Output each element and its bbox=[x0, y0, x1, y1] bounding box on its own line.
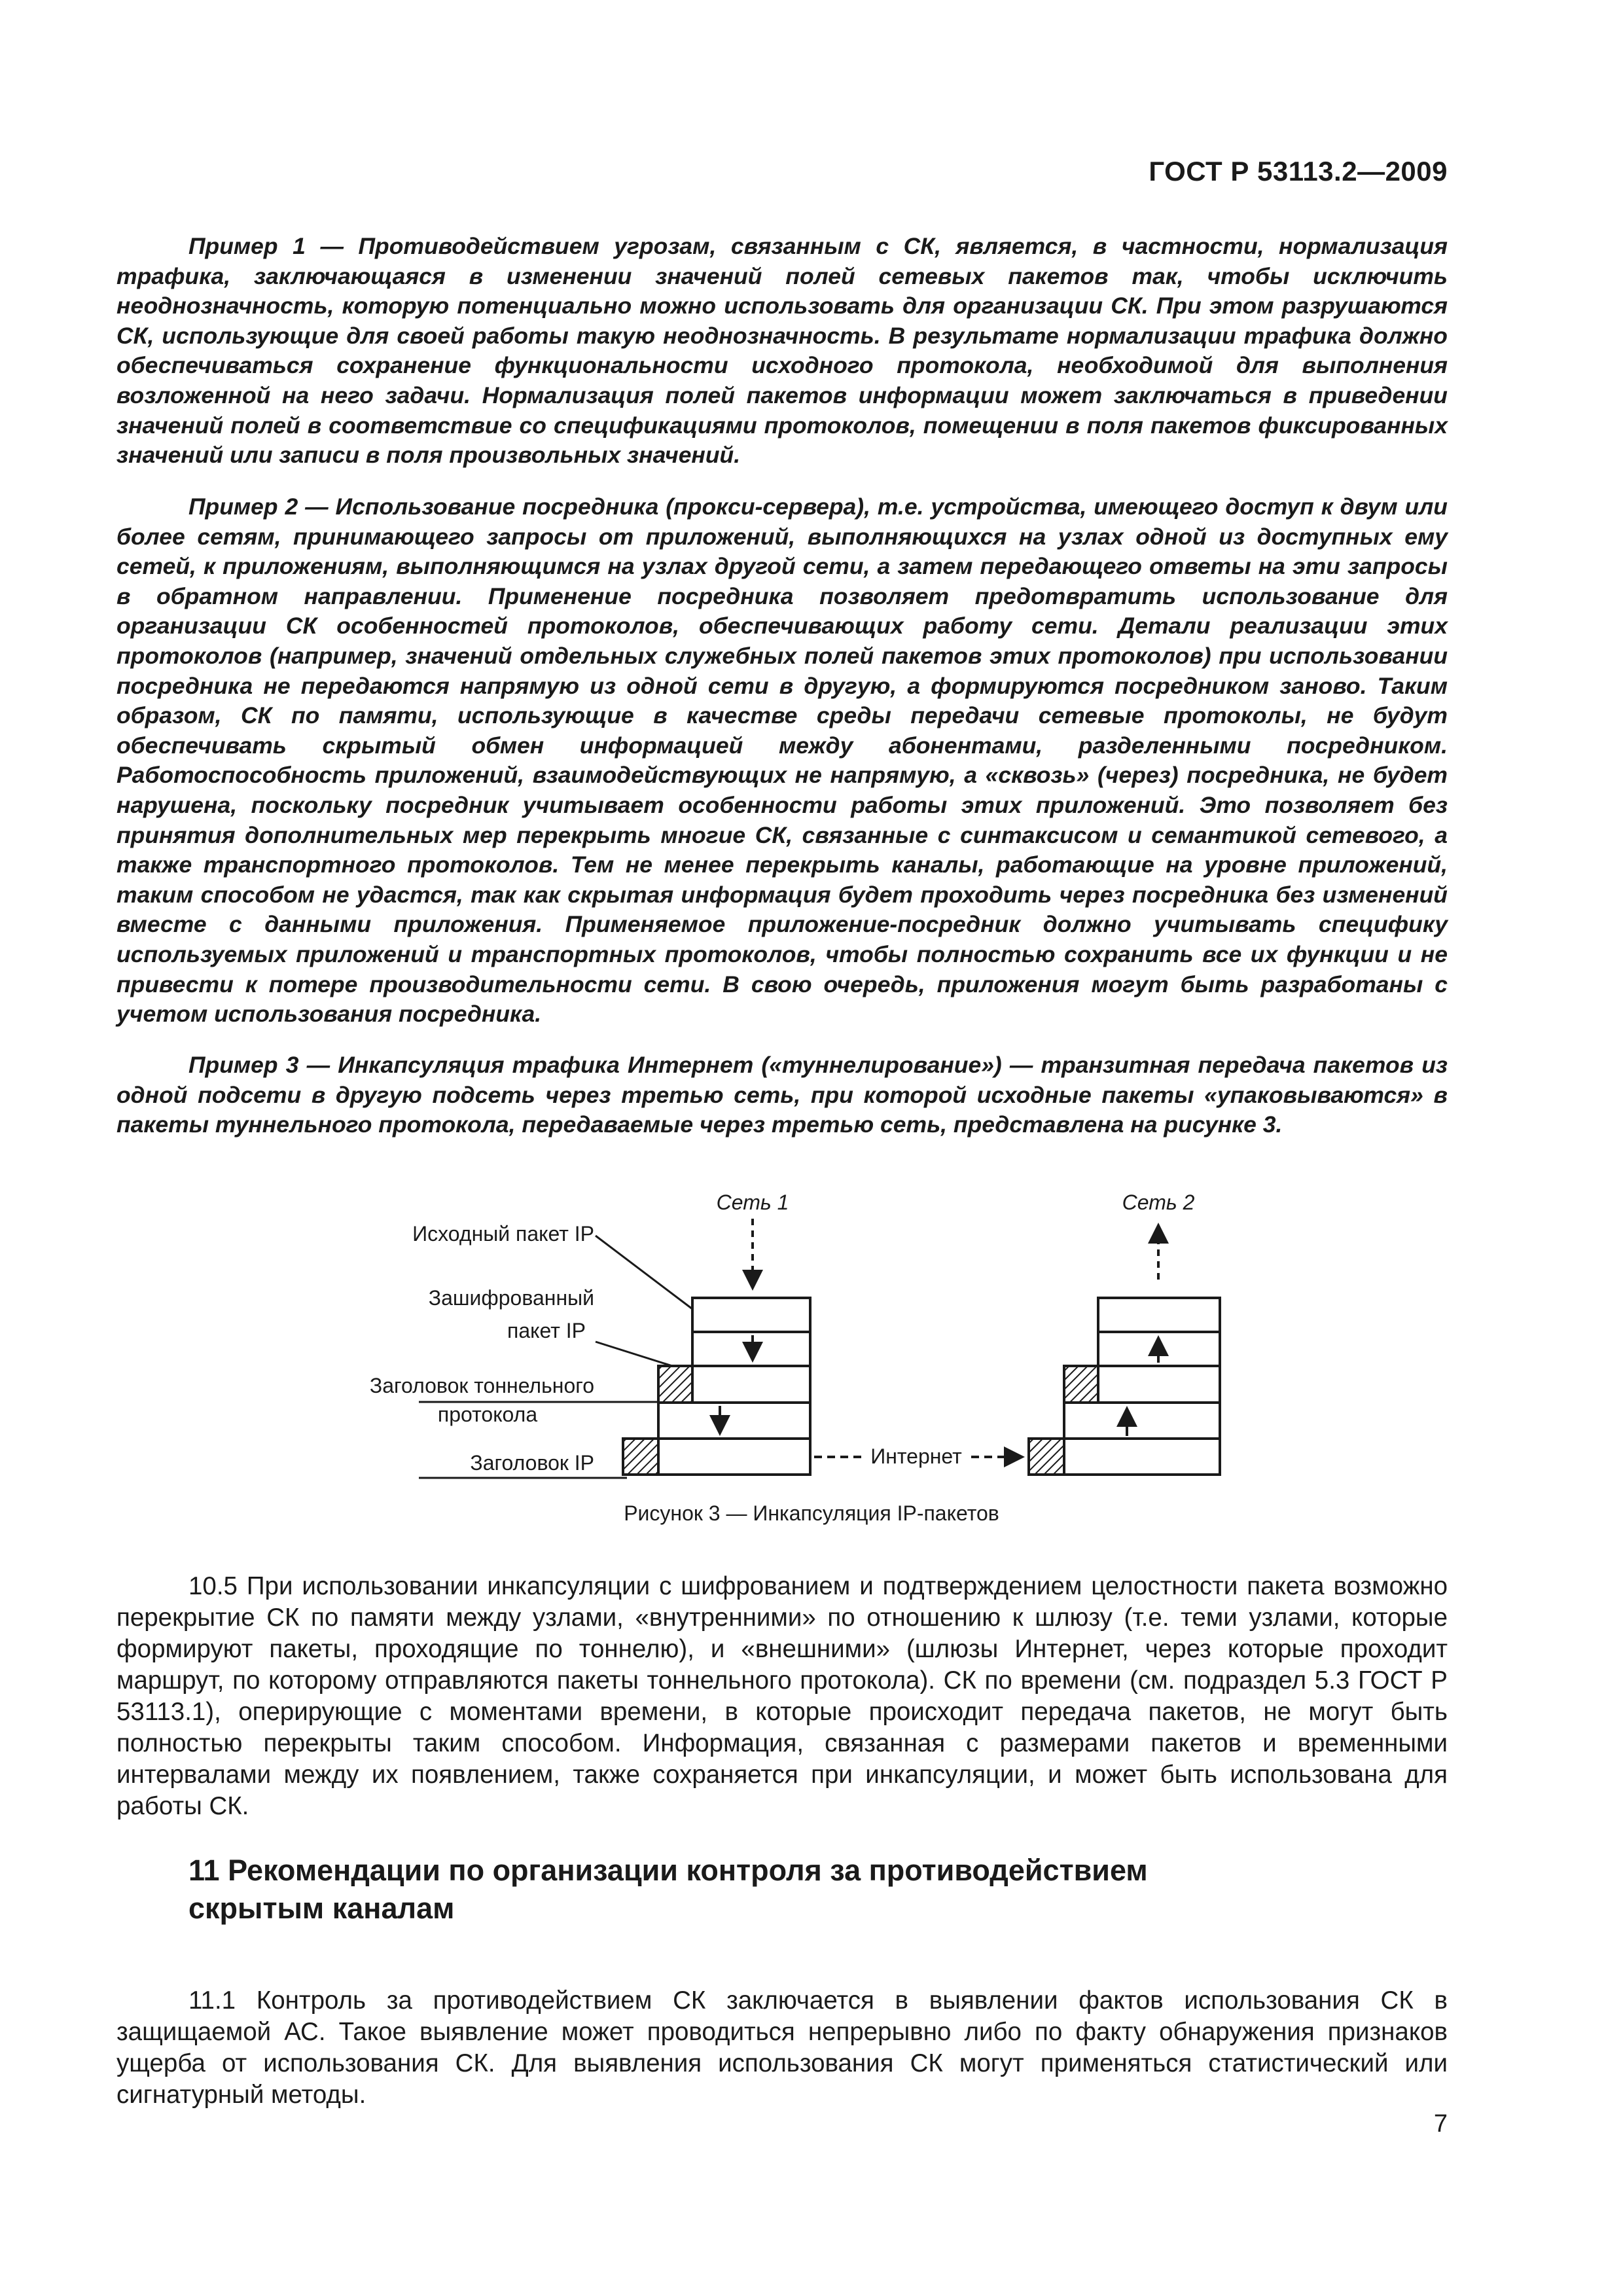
page-number: 7 bbox=[1433, 2110, 1448, 2138]
example-3-text: Пример 3 — Инкапсуляция трафика Интернет («туннелирование») — транзитная передача пакетов из одной подсети в другую подсеть через третью сеть, при которой исходные пакеты «упаковываются» в пакеты туннельного протокола, передаваемые через третью сеть, представлена на рисунке 3. bbox=[116, 1052, 1448, 1138]
box-dest-ip-packet bbox=[1064, 1439, 1220, 1475]
box-tunnel-packet bbox=[692, 1366, 810, 1403]
label-internet: Интернет bbox=[870, 1444, 962, 1468]
box-tunnel-payload bbox=[658, 1403, 810, 1439]
paragraph-10-5 bbox=[116, 1571, 1448, 1822]
label-encrypted-packet-2: пакет IP bbox=[507, 1319, 586, 1342]
section-11-heading bbox=[188, 1852, 1148, 1928]
section-11-title-line-2: скрытым каналам bbox=[188, 1892, 455, 1925]
box-dest-ip-header-hatched bbox=[1029, 1439, 1064, 1475]
label-tunnel-header-1: Заголовок тоннельного bbox=[369, 1374, 594, 1397]
paragraph-10-5-text: 10.5 При использовании инкапсуляции с шифрованием и подтверждением целостности пакета возможно перекрытие СК по памяти между узлами, «внутренними» по отношению к шлюзу (т.е. теми узлами, которые формируют пакеты, проходящие по тоннелю), и «внешними» (шлюзы Интернет, через которые проходит маршрут, по которому отправляются пакеты тоннельного протокола). СК по времени (см. подраздел 5.3 ГОСТ Р 53113.1), оперирующие с моментами времени, в которые происходит передача пакетов, не могут быть полностью перекрыты таким способом. Информация, связанная с размерами пакетов и временными интервалами между их появлением, также сохраняется при инкапсуляции, и может быть использована для работы СК. bbox=[116, 1572, 1448, 1820]
box-ip-packet bbox=[658, 1439, 810, 1475]
box-dest-tunnel-header-hatched bbox=[1064, 1366, 1098, 1403]
box-tunnel-header-hatched bbox=[658, 1366, 692, 1403]
label-encrypted-packet-1: Зашифрованный bbox=[428, 1286, 594, 1310]
section-11-title-line-1: 11 Рекомендации по организации контроля за противодействием bbox=[188, 1854, 1148, 1887]
box-original-packet bbox=[692, 1298, 810, 1332]
box-dest-original bbox=[1098, 1298, 1220, 1332]
label-original-packet: Исходный пакет IP bbox=[412, 1222, 594, 1246]
leader-original-packet bbox=[596, 1236, 692, 1309]
box-ip-header-hatched bbox=[623, 1439, 658, 1475]
paragraph-11-1 bbox=[116, 1985, 1448, 2111]
label-net-2: Сеть 2 bbox=[1122, 1191, 1195, 1214]
box-dest-tunnel-payload bbox=[1064, 1403, 1220, 1439]
label-tunnel-header-2: протокола bbox=[437, 1403, 538, 1426]
label-net-1: Сеть 1 bbox=[716, 1191, 789, 1214]
example-2-text: Пример 2 — Использование посредника (прокси-сервера), т.е. устройства, имеющего доступ к двум или более сетям, принимающего запросы от приложений, выполняющихся на узлах одной из доступных ему сетей, к приложениям, выполняющимся на узлах другой сети, а затем передающего ответы на эти запросы в обратном направлении. Применение посредника позволяет предотвратить использование для организации СК особенностей протоколов, обеспечивающих работу сети. Детали реализации этих протоколов (например, значений отдельных служебных полей пакетов этих протоколов) при использовании посредника не передаются напрямую из одной сети в другую, а формируются посредником заново. Таким образом, СК по памяти, использующие в качестве среды передачи сетевые протоколы, не будут обеспечивать скрытый обмен информацией между абонентами, разделенными посредником. Работоспособность приложений, взаимодействующих не напрямую, а «сквозь» (через) посредника, не будет нарушена, поскольку посредник учитывает особенности работы этих приложений. Это позволяет без принятия дополнительных мер перекрыть многие СК, связанные с синтаксисом и семантикой сетевого, а также транспортного протоколов. Тем не менее перекрыть каналы, работающие на уровне приложений, таким способом не удастся, так как скрытая информация будет проходить через посредника без изменений вместе с данными приложения. Применяемое приложение-посредник должно учитывать специфику используемых приложений и транспортных протоколов, чтобы полностью сохранить все их функции и не привести к потере производительности сети. В свою очередь, приложения могут быть разработаны с учетом использования посредника. bbox=[116, 493, 1448, 1028]
example-1-text: Пример 1 — Противодействием угрозам, связанным с СК, является, в частности, нормализация трафика, заключающаяся в изменении значений полей сетевых пакетов так, чтобы исключить неоднозначность, которую потенциально можно использовать для организации СК. При этом разрушаются СК, использующие для своей работы такую неоднозначность. В результате нормализации трафика должно обеспечиваться сохранение функциональности исходного протокола, необходимой для выполнения возложенной на него задачи. Нормализация полей пакетов информации может заключаться в приведении значений полей в соответствие со спецификациями протоколов, помещении в поля пакетов фиксированных значений или записи в поля произвольных значений. bbox=[116, 233, 1448, 469]
paragraph-11-1-text: 11.1 Контроль за противодействием СК заключается в выявлении фактов использования СК в защищаемой АС. Такое выявление может проводиться непрерывно либо по факту обнаружения признаков ущерба от использования СК. Для выявления использования СК могут применяться статистический или сигнатурный методы. bbox=[116, 1986, 1448, 2109]
figure-caption: Рисунок 3 — Инкапсуляция IP-пакетов bbox=[624, 1501, 999, 1525]
label-ip-header: Заголовок IP bbox=[470, 1451, 594, 1475]
box-dest-tunnel-packet bbox=[1098, 1366, 1220, 1403]
document-code: ГОСТ Р 53113.2—2009 bbox=[1149, 156, 1448, 187]
